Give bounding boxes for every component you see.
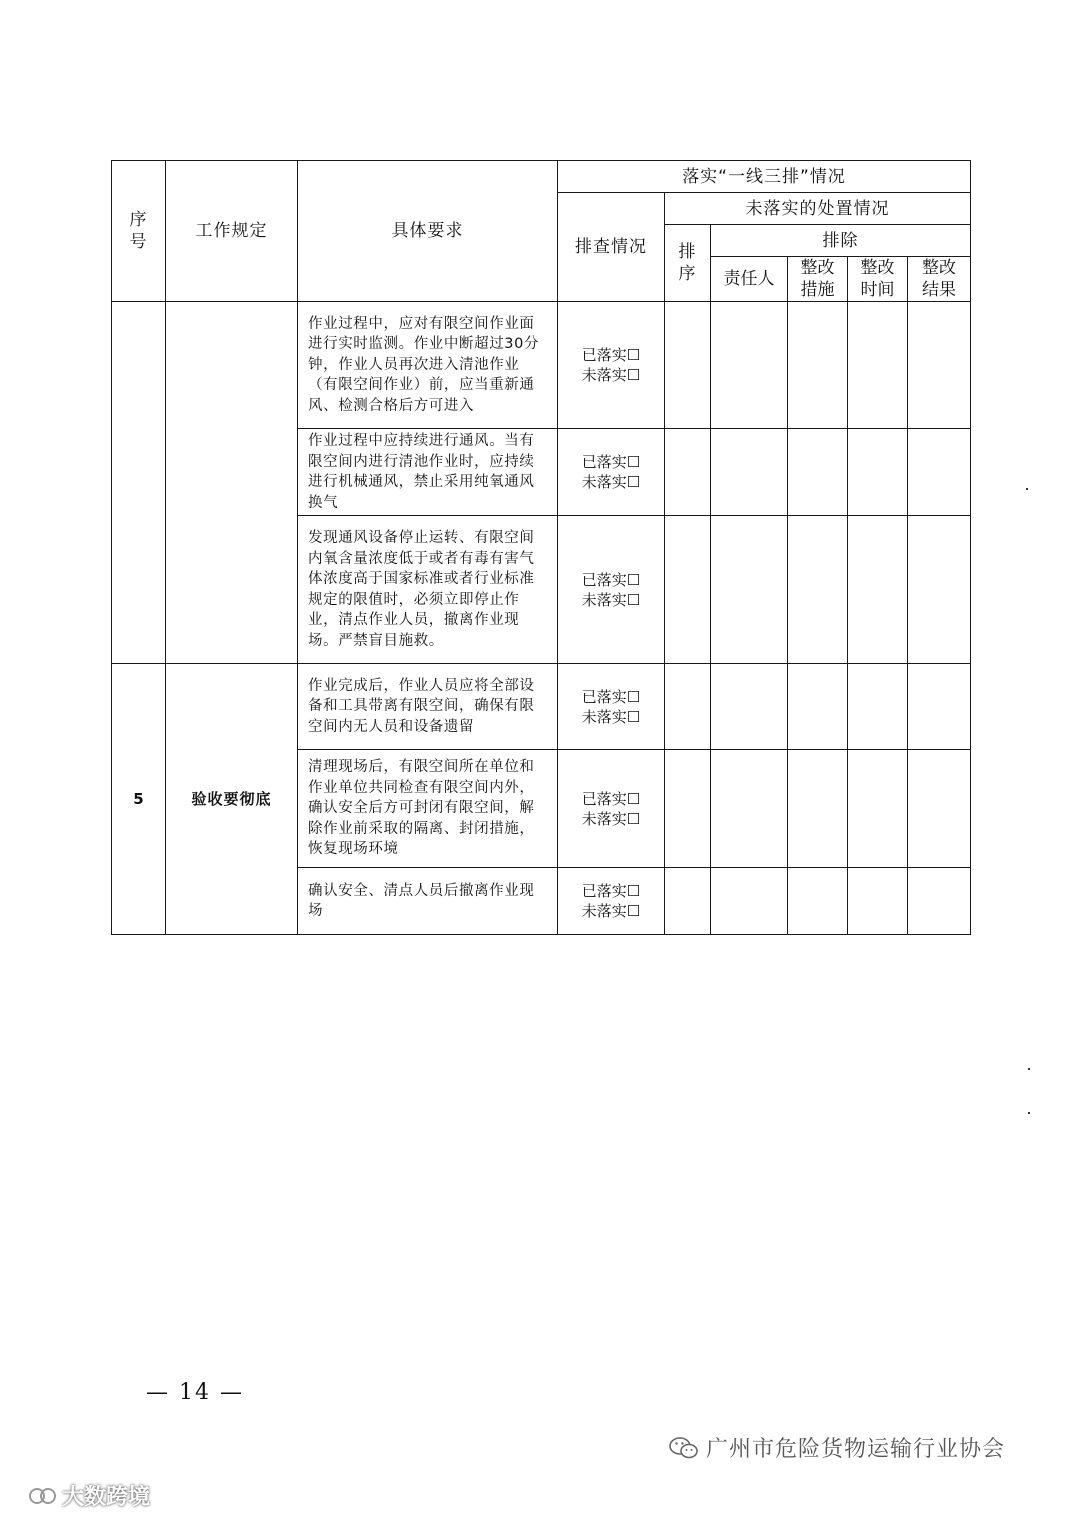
- rank-cell: [665, 516, 711, 664]
- table-row: [112, 302, 971, 429]
- time-cell: [848, 429, 908, 516]
- rank-cell: [665, 868, 711, 935]
- rank-cell: [665, 302, 711, 429]
- result-cell: [908, 429, 971, 516]
- requirement-text: 作业过程中应持续进行通风。当有限空间内进行清池作业时，应持续进行机械通风，禁止采用纯氧通风换气: [298, 429, 558, 516]
- header-work-rule: 工作规定: [166, 161, 298, 302]
- checkbox-not-implemented[interactable]: 未落实☐: [581, 707, 641, 726]
- check-options: [558, 516, 665, 664]
- rank-cell: [665, 429, 711, 516]
- time-cell: [848, 664, 908, 750]
- check-options: [558, 868, 665, 935]
- time-cell: [848, 868, 908, 935]
- work-rule-label: 验收要彻底: [166, 664, 298, 935]
- header-rectification-result: 整改 结果: [908, 257, 971, 302]
- measures-cell: [788, 664, 848, 750]
- requirement-text: 发现通风设备停止运转、有限空间内氧含量浓度低于或者有毒有害气体浓度高于国家标准或者行业标准规定的限值时，必须立即停止作业，清点作业人员，撤离作业现场。严禁盲目施救。: [298, 516, 558, 664]
- responsible-cell: [711, 750, 788, 868]
- table-row: [112, 664, 971, 750]
- responsible-cell: [711, 429, 788, 516]
- checkbox-implemented[interactable]: 已落实☐: [581, 570, 641, 589]
- check-options: [558, 302, 665, 429]
- time-cell: [848, 750, 908, 868]
- responsible-cell: [711, 302, 788, 429]
- inspection-table: [111, 160, 971, 935]
- measures-cell: [788, 868, 848, 935]
- checkbox-not-implemented[interactable]: 未落实☐: [581, 902, 641, 920]
- measures-cell: [788, 429, 848, 516]
- result-cell: [908, 302, 971, 429]
- header-seq: 序 号: [112, 161, 166, 302]
- requirement-text: 作业完成后，作业人员应将全部设备和工具带离有限空间，确保有限空间内无人员和设备遗留: [298, 664, 558, 750]
- checkbox-not-implemented[interactable]: 未落实☐: [581, 590, 641, 609]
- rule-cell-empty: [166, 302, 298, 664]
- scan-speck: [1028, 1068, 1030, 1070]
- seq-number: 5: [112, 664, 166, 935]
- measures-cell: [788, 302, 848, 429]
- header-implementation-status: 落实“一线三排”情况: [558, 161, 971, 193]
- result-cell: [908, 868, 971, 935]
- check-options: [558, 429, 665, 516]
- watermark-org-name: 广州市危险货物运输行业协会: [706, 1437, 1006, 1462]
- result-cell: [908, 664, 971, 750]
- time-cell: [848, 516, 908, 664]
- checkbox-not-implemented[interactable]: 未落实☐: [581, 809, 641, 828]
- brand-watermark: [28, 1480, 150, 1511]
- header-eliminate: 排除: [711, 225, 971, 257]
- responsible-cell: [711, 664, 788, 750]
- rank-cell: [665, 750, 711, 868]
- header-unimplemented-handling: 未落实的处置情况: [665, 193, 971, 225]
- requirement-text: 作业过程中，应对有限空间作业面进行实时监测。作业中断超过30分钟，作业人员再次进入清池作业（有限空间作业）前，应当重新通风、检测合格后方可进入: [298, 302, 558, 429]
- checkbox-implemented[interactable]: 已落实☐: [581, 789, 641, 808]
- scan-speck: [1026, 488, 1028, 490]
- check-options: [558, 750, 665, 868]
- wechat-watermark: [668, 1432, 1005, 1463]
- scan-speck: [1028, 1112, 1030, 1114]
- requirement-text: 清理现场后，有限空间所在单位和作业单位共同检查有限空间内外，确认安全后方可封闭有限空间，解除作业前采取的隔离、封闭措施，恢复现场环境: [298, 750, 558, 868]
- header-rectification-time: 整改 时间: [848, 257, 908, 302]
- checkbox-implemented[interactable]: 已落实☐: [581, 687, 641, 706]
- header-responsible: 责任人: [711, 257, 788, 302]
- requirement-text: 确认安全、清点人员后撤离作业现场: [298, 868, 558, 935]
- wechat-icon: [668, 1435, 700, 1461]
- checkbox-implemented[interactable]: 已落实☐: [581, 453, 641, 471]
- time-cell: [848, 302, 908, 429]
- result-cell: [908, 516, 971, 664]
- watermark-brand-name: 大数跨境: [62, 1485, 151, 1510]
- measures-cell: [788, 516, 848, 664]
- checkbox-implemented[interactable]: 已落实☐: [581, 882, 641, 900]
- header-rectification-measures: 整改 措施: [788, 257, 848, 302]
- result-cell: [908, 750, 971, 868]
- header-rank: 排 序: [665, 225, 711, 302]
- responsible-cell: [711, 868, 788, 935]
- measures-cell: [788, 750, 848, 868]
- check-options: [558, 664, 665, 750]
- header-check-status: 排查情况: [558, 193, 665, 302]
- brand-logo-icon: [28, 1484, 58, 1508]
- checkbox-not-implemented[interactable]: 未落实☐: [581, 366, 641, 384]
- page-number: — 14 —: [146, 1380, 244, 1405]
- rank-cell: [665, 664, 711, 750]
- seq-cell-empty: [112, 302, 166, 664]
- checkbox-implemented[interactable]: 已落实☐: [581, 346, 641, 364]
- responsible-cell: [711, 516, 788, 664]
- header-specific-requirements: 具体要求: [298, 161, 558, 302]
- checkbox-not-implemented[interactable]: 未落实☐: [581, 473, 641, 491]
